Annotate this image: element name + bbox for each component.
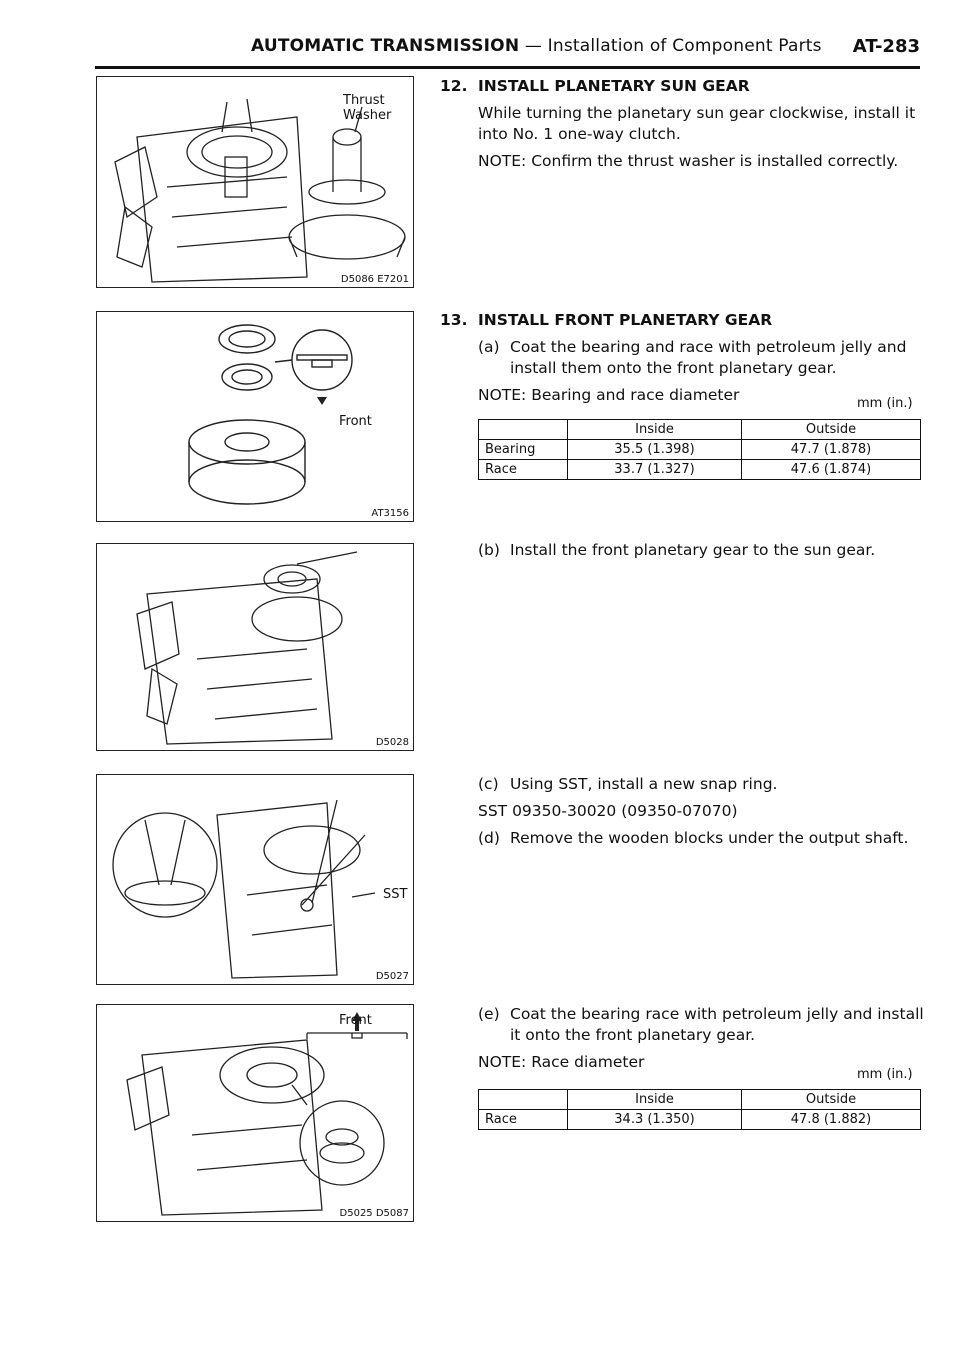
unit-label: mm (in.): [857, 1067, 913, 1082]
page-title: AUTOMATIC TRANSMISSION — Installation of Component Parts: [251, 36, 822, 56]
figure-front-planetary-install: [96, 543, 414, 751]
snap-ring-illustration: [97, 775, 414, 985]
sst-number: SST 09350-30020 (09350-07070): [478, 802, 738, 820]
substep-b: (b) Install the front planetary gear to the sun gear.: [478, 541, 876, 559]
step-13: [440, 310, 925, 406]
unit-label: mm (in.): [857, 396, 913, 411]
figure-bearing-race-install: [96, 1004, 414, 1222]
table-row: Race 34.3 (1.350) 47.8 (1.882): [479, 1110, 921, 1130]
note-a: NOTE: Bearing and race diameter: [478, 386, 740, 404]
note: NOTE: Confirm the thrust washer is installed correctly.: [478, 152, 899, 170]
thrust-washer-label: Thrust Washer: [343, 93, 392, 123]
page-header: [95, 36, 920, 69]
substep-c: (c) Using SST, install a new snap ring.: [478, 775, 778, 793]
substep-d: (d) Remove the wooden blocks under the output shaft.: [478, 829, 909, 847]
table-row: Race 33.7 (1.327) 47.6 (1.874): [479, 460, 921, 480]
note-e: NOTE: Race diameter: [478, 1053, 645, 1071]
figure-sun-gear: [96, 76, 414, 288]
step-text: While turning the planetary sun gear clockwise, install it into No. 1 one-way clutch.: [478, 104, 916, 143]
table-row: Bearing 35.5 (1.398) 47.7 (1.878): [479, 440, 921, 460]
planetary-install-illustration: [97, 544, 414, 751]
sst-label: SST: [383, 887, 408, 902]
step-number: 12.: [440, 77, 468, 95]
substep-c-d: [440, 774, 925, 849]
figure-code: AT3156: [371, 508, 409, 519]
step-heading: INSTALL FRONT PLANETARY GEAR: [478, 311, 773, 329]
figure-code: D5028: [375, 737, 409, 748]
step-12: [440, 76, 925, 172]
front-label: Front: [339, 414, 372, 429]
bearing-race-table: [478, 419, 921, 480]
race-table: [478, 1089, 921, 1130]
race-install-illustration: [97, 1005, 414, 1222]
figure-code: D5086 E7201: [340, 274, 409, 285]
figure-code: D5025 D5087: [339, 1208, 409, 1219]
substep-a: (a) Coat the bearing and race with petroleum jelly and install them onto the front planetary gear.: [478, 338, 907, 377]
step-number: 13.: [440, 311, 468, 329]
table-header-row: Inside Outside: [479, 1090, 921, 1110]
page-number: AT-283: [852, 36, 920, 57]
figure-bearing-race: [96, 311, 414, 522]
figure-snap-ring: [96, 774, 414, 985]
front-label: Front: [339, 1013, 372, 1028]
step-heading: INSTALL PLANETARY SUN GEAR: [478, 77, 750, 95]
figure-code: D5027: [375, 971, 409, 982]
substep-e: (e) Coat the bearing race with petroleum jelly and install it onto the front planetary gear. NOTE: Race diameter: [478, 1005, 924, 1071]
table-header-row: Inside Outside: [479, 420, 921, 440]
